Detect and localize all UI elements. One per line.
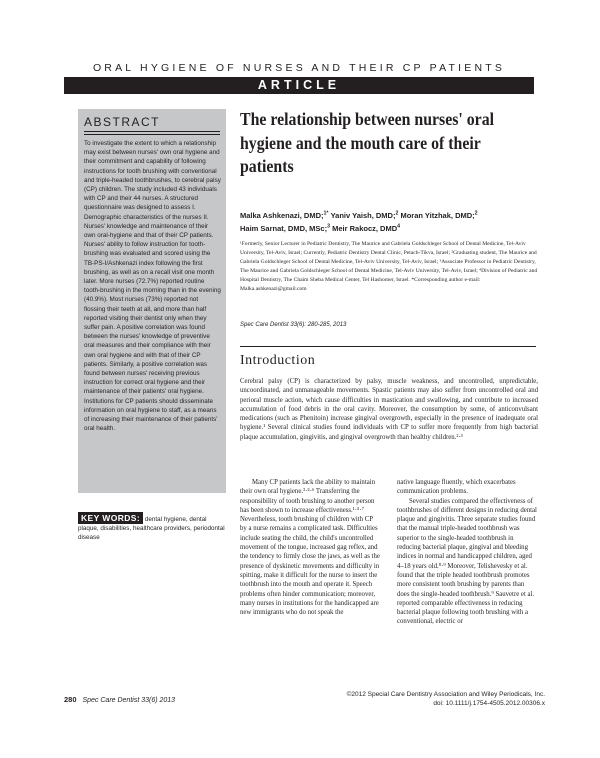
keywords-block <box>78 514 226 543</box>
author-affiliation-mark: 4 <box>397 223 401 229</box>
author-affiliation-mark: 1* <box>323 210 329 217</box>
author-name: Haim Sarnat, DMD, MSc; <box>240 223 328 233</box>
section-label: ARTICLE <box>64 77 534 94</box>
author-name: Malka Ashkenazi, DMD; <box>240 211 324 220</box>
author-name: Moran Yitzhak, DMD; <box>400 211 475 220</box>
introduction-paragraph: Cerebral palsy (CP) is characterized by palsy, muscle weakness, and uncontrolled, unpredictable, uncoordinated, and unmanageable movements. Spastic patients may also suffer from uncontrolled oral and perioral muscle action, which cause difficulties in mastication and swallowing, and contribute to increased accumulation of food debris in the oral cavity. Moreover, the consumption by some, of anticonvulsant medications (such as Phenitoin) increase gingival overgrowth, especially in the presence of inadequate oral hygiene.¹ Several clinical studies found individuals with CP to suffer more frequently from high bacterial plaque accumulation, gingivitis, and gingival overgrowth than healthy children.²·³ <box>240 378 538 441</box>
doi: doi: 10.1111/j.1754-4505.2012.00306.x <box>433 699 545 707</box>
body-paragraph: Several studies compared the effectiveness of toothbrushes of different designs in reducing dental plaque and gingivitis. Three separate studies found that the manual triple-headed toothbrush was superior to the single-headed toothbrush in reducing bacterial plaque, gingival and bleeding indices in normal and handicapped children, aged 4–18 years old.⁸·⁹ Moreover, Telishevesky et al. found that the triple headed toothbrush promotes more consistent tooth brushing by parents than does the single-headed toothbrush.⁹ Sauvetre et al. reported comparable effectiveness in reducing bacterial plaque following tooth brushing with a conventional, electric or <box>397 497 537 626</box>
keywords-label: KEY WORDS: <box>78 512 143 524</box>
affiliations: ¹Formerly, Senior Lecturer in Pediatric Dentistry, The Maurice and Gabriela Goldschleger School of Dental Medicine, Tel-Aviv University, Tel-Aviv, Israel; Currently, Pediatric Dentistry Dental Clinic, Petach-Tikva, Israel; ²Graduating student, The Maurice and Gabriela Goldschleger School of Dental Medicine, Tel-Aviv University, Tel-Aviv, Israel; ³Associate Professor in Pediatric Dentistry, The Maurice and Gabriela Goldschleger School of Dental Medicine, Tel-Aviv University, Tel-Aviv, Israel; ⁴Division of Pediatric and Hospital Dentistry, The Chaim Sheba Medical Center, Tel Hashomer, Israel. *Corresponding author e-mail: Malka.ashkenazi@gmail.com <box>240 241 538 293</box>
copyright-notice: ©2012 Special Care Dentistry Association and Wiley Periodicals, Inc. <box>346 691 545 698</box>
author-affiliation-mark: 2 <box>474 210 478 217</box>
page-footer-right <box>300 691 545 708</box>
author-name: Meir Rakocz, DMD <box>332 223 398 233</box>
author-list <box>240 210 540 235</box>
introduction-heading: Introduction <box>240 353 316 368</box>
journal-reference: Spec Care Dentist 33(6) 2013 <box>82 697 176 704</box>
keywords-text: dental hygiene, dental plaque, disabilities, healthcare providers, periodontal disease <box>78 516 225 542</box>
abstract-heading: ABSTRACT <box>84 115 161 129</box>
page-number: 280 <box>64 695 77 704</box>
running-head: ORAL HYGIENE OF NURSES AND THEIR CP PATIENTS <box>92 62 506 74</box>
body-column-left: Many CP patients lack the ability to maintain their own oral hygiene.³·⁵·⁶ Transferring the responsibility of tooth brushing to another person has been shown to increase effectiveness.¹·⁵·⁷ Nevertheless, tooth brushing of children with CP by a nurse remains a complicated task. Difficulties include seating the child, the child's uncontrolled movement of the tongue, increased gag reflex, and the tendency to firmly close the jaws, as well as the presence of dyskinetic movements and difficulty in spitting, make it difficult for the nurse to insert the toothbrush into the mouth and operate it. Speech problems often hinder communication; moreover, many nurses in institutions for the handicapped are new immigrants who do not speak the <box>240 479 380 617</box>
article-title: The relationship between nurses' oral hygiene and the mouth care of their patients <box>240 109 495 176</box>
abstract-divider-double <box>84 134 220 135</box>
section-divider <box>240 346 536 347</box>
author-affiliation-mark: 3 <box>327 223 331 229</box>
abstract-divider <box>84 131 220 132</box>
body-column-right <box>397 478 538 627</box>
page-footer-left <box>64 695 175 704</box>
author-affiliation-mark: 2 <box>395 210 399 217</box>
abstract-text: To investigate the extent to which a relationship may exist between nurses' own oral hygiene and their commitment and capability of following instructions for tooth brushing with conventional and triple-headed toothbrushes, to cerebral palsy (CP) children. The study included 43 individuals with CP and their 44 nurses. A structured questionnaire was designed to assess I. Demographic characteristics of the nurses II. Nurses' knowledge and maintenance of their own oral-hygiene and that of their CP patients. Nurses' ability to follow instruction for tooth-brushing was evaluated and scored using the TB-PS-I/Ashkenazi index following the first brushing, as well as on a recall visit one month later. More nurses (72.7%) reported routine tooth-brushing in the morning than in the evening (40.9%). Most nurses (73%) reported not flossing their teeth at all, and more than half reported visiting their dentist only when they suffer pain. A positive correlation was found between the nurses' knowledge of preventive oral measures and their compliance with their own oral hygiene and with that of their CP patients. Similarly, a positive correlation was found between nurses' receiving previous instruction for correct oral hygiene and their maintenance of their patients' oral hygiene. Institutions for CP patients should disseminate information on oral hygiene to staff, as a means of increasing their maintenance of their patients' oral health. <box>84 140 221 433</box>
citation: Spec Care Dentist 33(6): 280-285, 2013 <box>240 322 347 328</box>
body-paragraph: native language fluently, which exacerbates communication problems. <box>397 479 516 496</box>
author-name: Yaniv Yaish, DMD; <box>330 211 396 220</box>
